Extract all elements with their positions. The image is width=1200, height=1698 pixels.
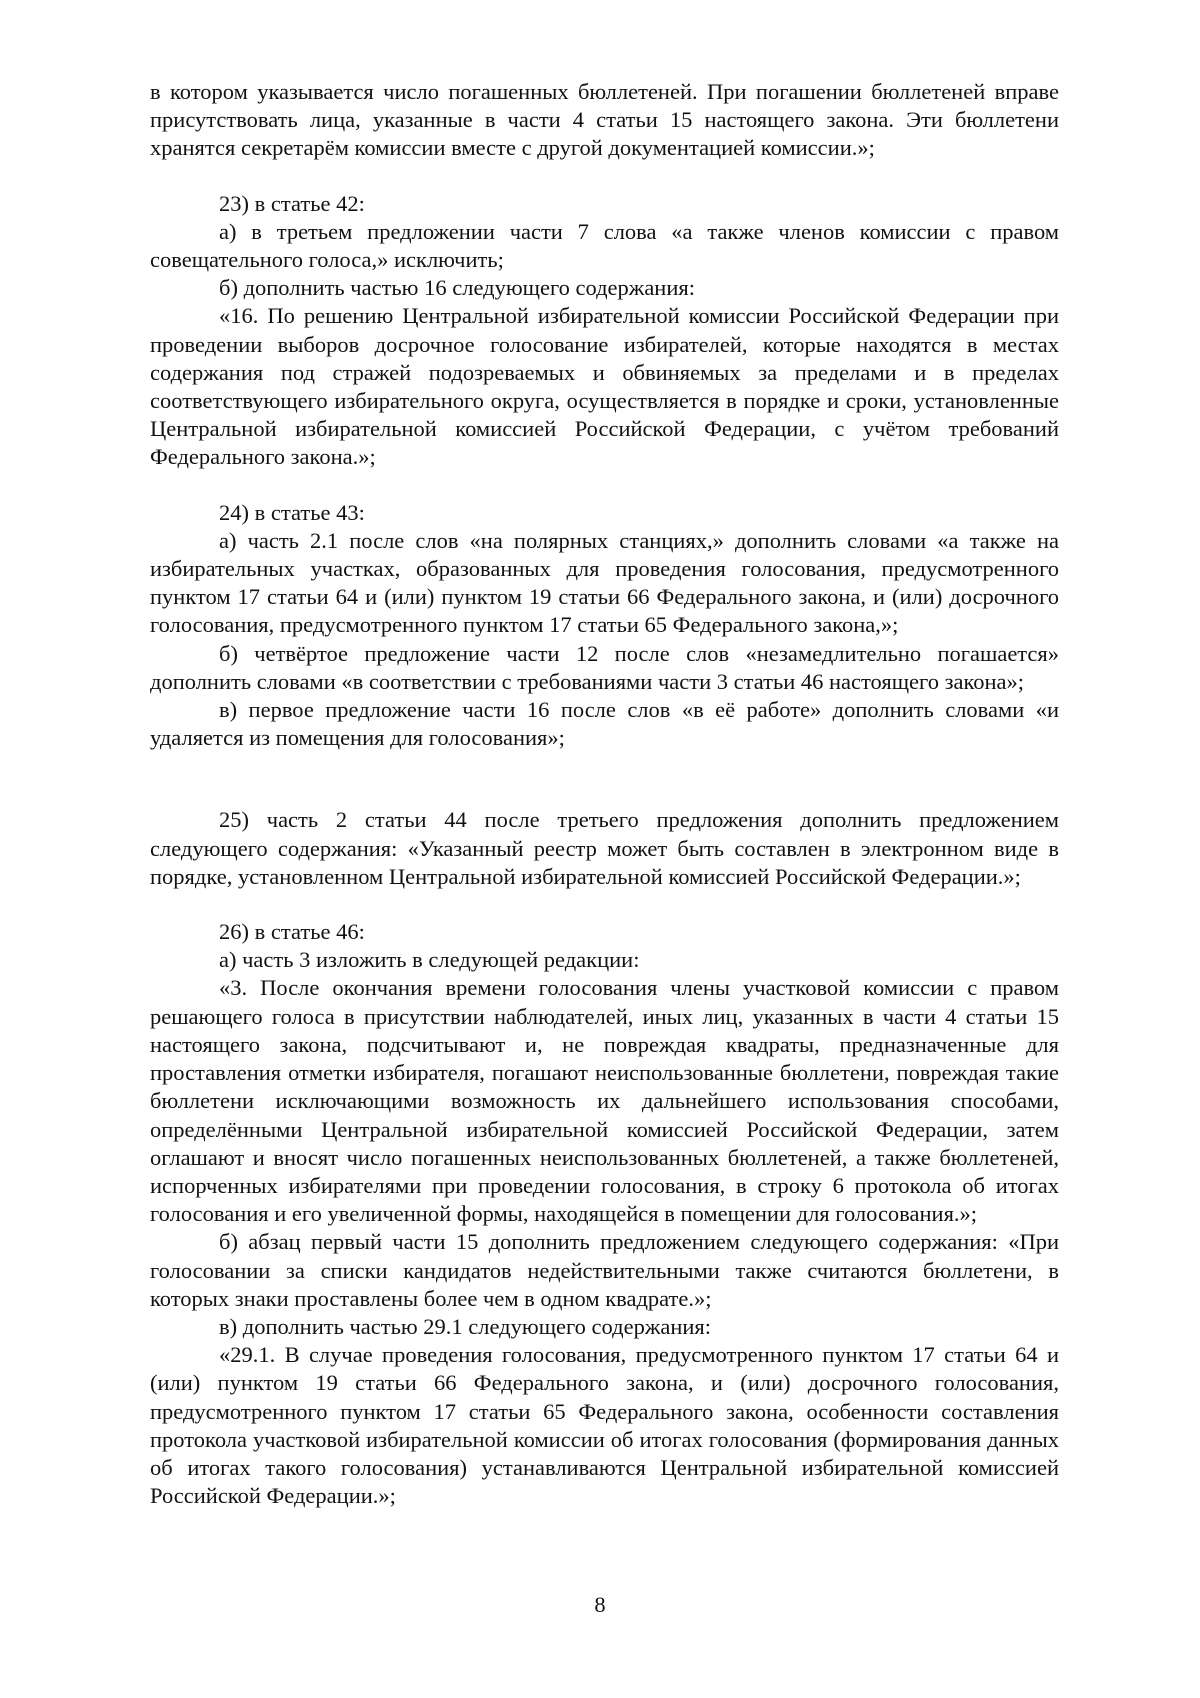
paragraph-item-24-a: а) часть 2.1 после слов «на полярных станциях,» дополнить словами «а также на избирательных участках, образованных для проведения голосования, предусмотренного пунктом 17 статьи 64 и (или) пунктом 19 статьи 66 Федерального закона, и (или) досрочного голосования, предусмотренного пунктом 17 статьи 65 Федерального закона,»; — [150, 527, 1059, 638]
paragraph-item-23-b: б) дополнить частью 16 следующего содержания: — [219, 275, 695, 301]
paragraph-item-24-b: б) четвёртое предложение части 12 после слов «незамедлительно погашается» дополнить словами «в соответствии с требованиями части 3 статьи 46 настоящего закона»; — [150, 640, 1059, 694]
paragraph-item-26-a-text: «3. После окончания времени голосования члены участковой комиссии с правом решающего голоса в присутствии наблюдателей, иных лиц, указанных в части 4 статьи 15 настоящего закона, подсчитывают и, не повреждая квадраты, предназначенные для проставления отметки избирателя, погашают неиспользованные бюллетени, повреждая такие бюллетени исключающими возможность их дальнейшего использования способами, определёнными Центральной избирательной комиссией Российской Федерации, затем оглашают и вносят число погашенных неиспользованных бюллетеней, а также бюллетеней, испорченных избирателями при проведении голосования, в строку 6 протокола об итогах голосования и его увеличенной формы, находящейся в помещении для голосования.»; — [150, 975, 1059, 1227]
paragraph-continuation: в котором указывается число погашенных бюллетеней. При погашении бюллетеней вправе присутствовать лица, указанные в части 4 статьи 15 настоящего закона. Эти бюллетени хранятся секретарём комиссии вместе с другой документацией комиссии.»; — [150, 79, 1059, 161]
paragraph-item-25: 25) часть 2 статьи 44 после третьего предложения дополнить предложением следующего содержания: «Указанный реестр может быть составлен в электронном виде в порядке, установленном Центральной избирательной комиссией Российской Федерации.»; — [150, 807, 1059, 889]
paragraph-item-26: 26) в статье 46: — [219, 919, 365, 945]
paragraph-item-26-c: в) дополнить частью 29.1 следующего содержания: — [219, 1313, 712, 1339]
document-page — [150, 78, 1059, 1510]
paragraph-item-23-a: а) в третьем предложении части 7 слова «а также членов комиссии с правом совещательного голоса,» исключить; — [150, 218, 1059, 273]
paragraph-item-26-b: б) абзац первый части 15 дополнить предложением следующего содержания: «При голосовании за списки кандидатов недействительными также считаются бюллетени, в которых знаки проставлены более чем в одном квадрате.»; — [150, 1229, 1059, 1311]
paragraph-item-24-c: в) первое предложение части 16 после слов «в её работе» дополнить словами «и удаляется из помещения для голосования»; — [150, 697, 1059, 751]
paragraph-item-26-c-text: «29.1. В случае проведения голосования, предусмотренного пунктом 17 статьи 64 и (или) пунктом 19 статьи 66 Федерального закона, и (или) досрочного голосования, предусмотренного пунктом 17 статьи 65 Федерального закона, особенности составления протокола участковой избирательной комиссии об итогах голосования (формирования данных об итогах такого голосования) устанавливаются Центральной избирательной комиссией Российской Федерации.»; — [150, 1342, 1059, 1509]
paragraph-item-23: 23) в статье 42: — [219, 190, 365, 216]
paragraph-item-23-b-text: «16. По решению Центральной избирательной комиссии Российской Федерации при проведении выборов досрочное голосование избирателей, которые находятся в местах содержания под стражей подозреваемых и обвиняемых за пределами и в пределах соответствующего избирательного округа, осуществляется в порядке и сроки, установленные Центральной избирательной комиссией Российской Федерации, с учётом требований Федерального закона.»; — [150, 303, 1059, 470]
paragraph-item-24: 24) в статье 43: — [219, 499, 365, 525]
page-number: 8 — [594, 1592, 606, 1617]
paragraph-item-26-a: а) часть 3 изложить в следующей редакции: — [219, 947, 640, 973]
